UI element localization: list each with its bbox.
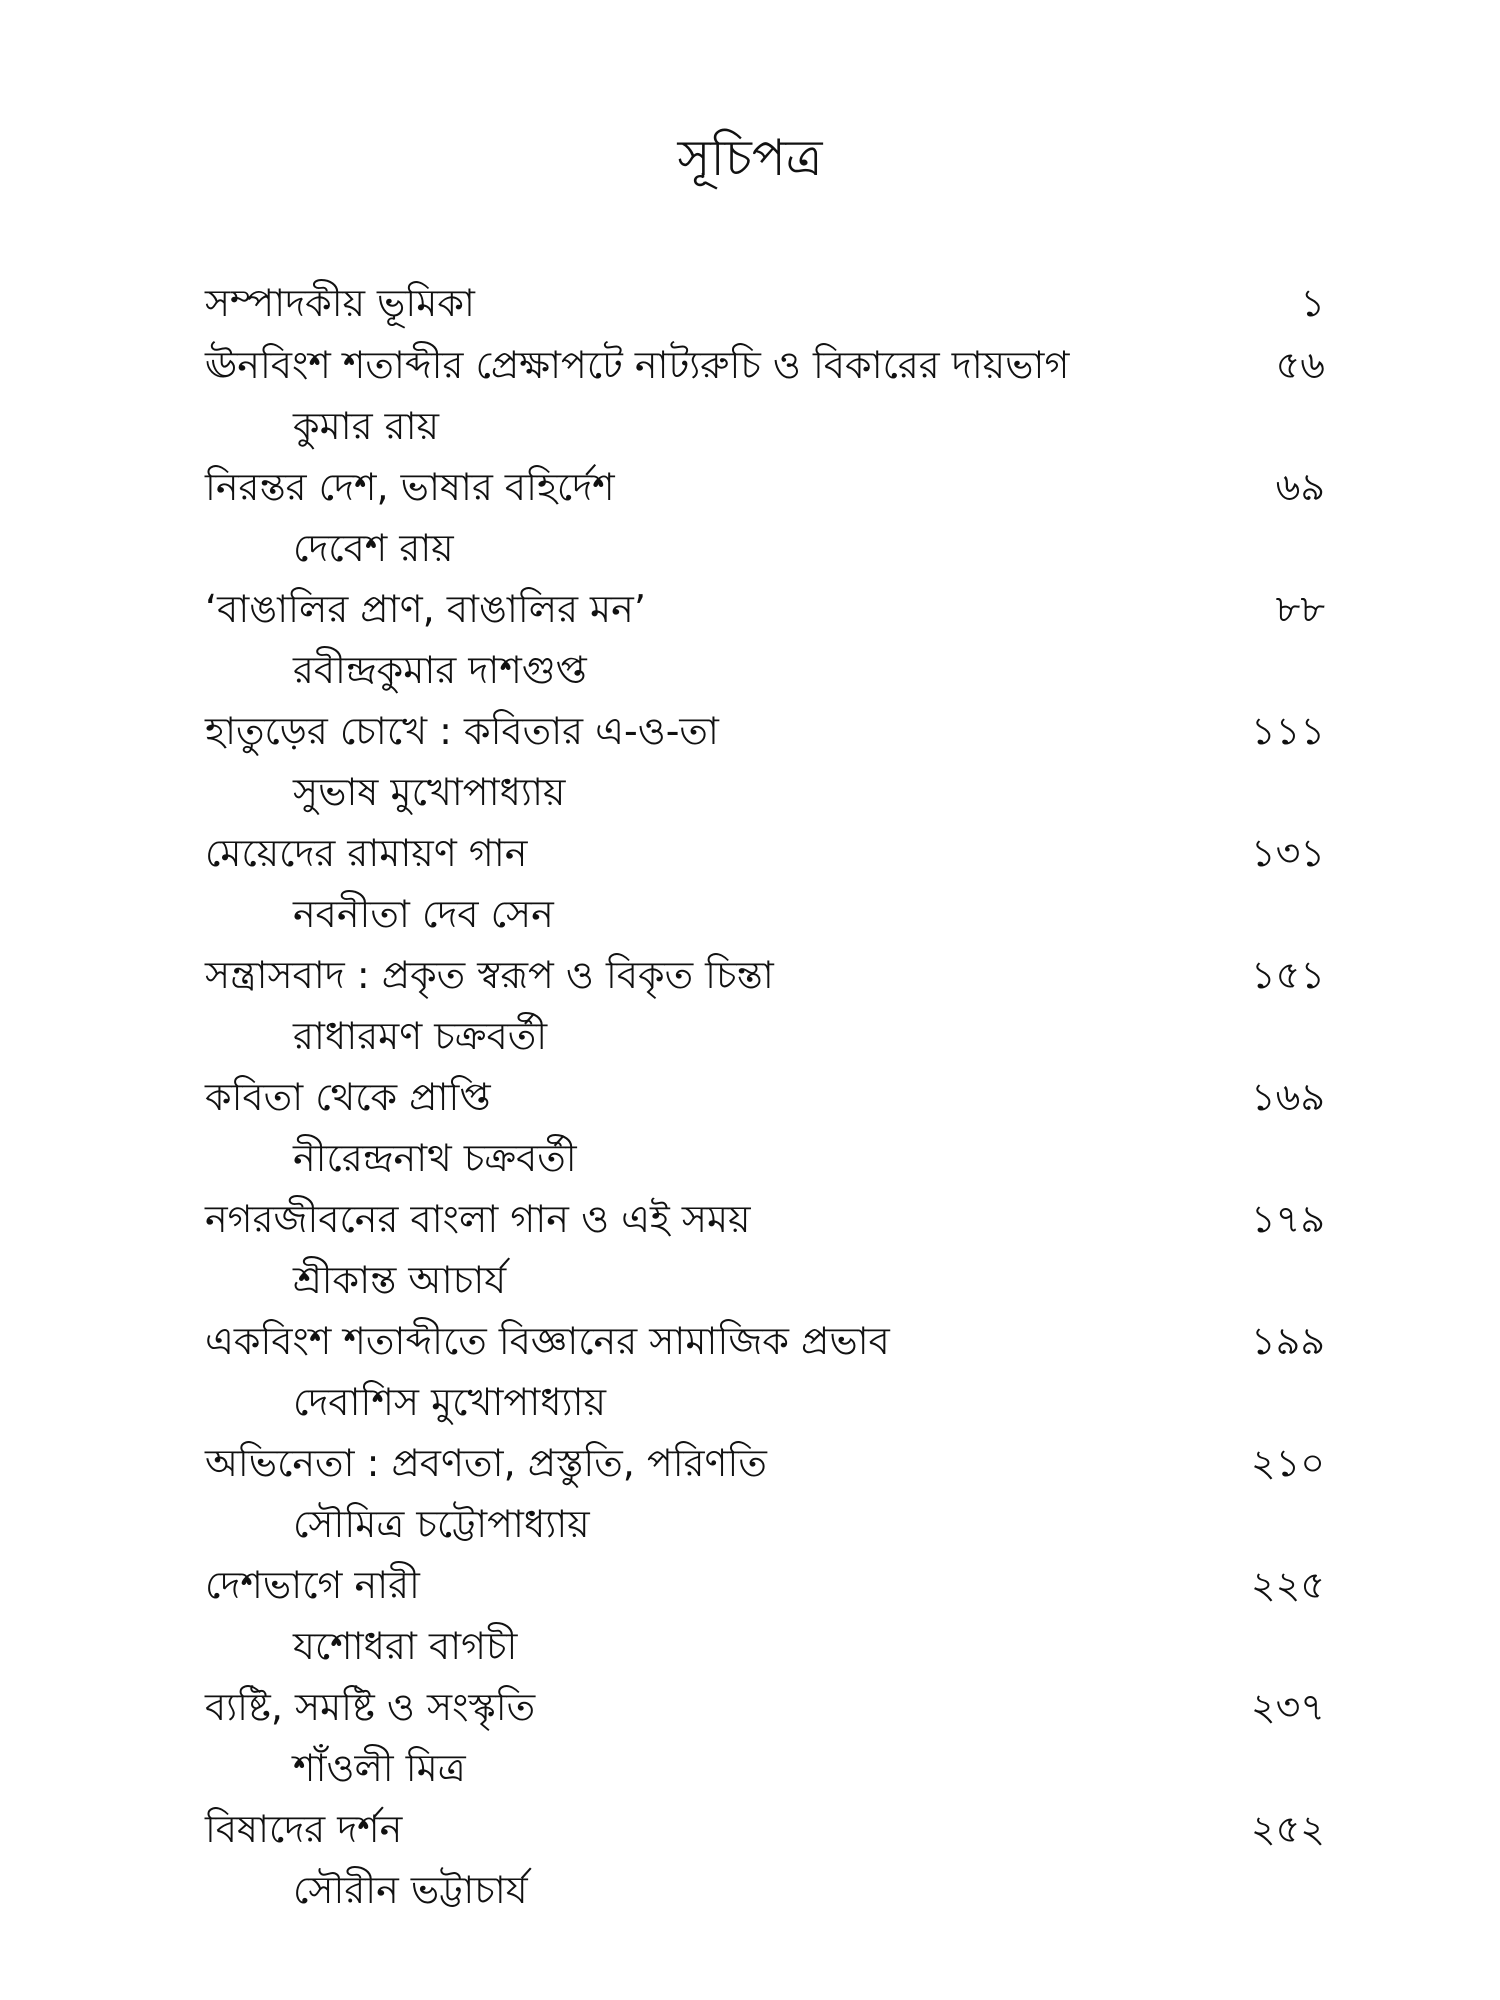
toc-entry [205, 1066, 1325, 1188]
table-of-contents [205, 272, 1325, 1920]
toc-entry [205, 334, 1325, 456]
toc-entry-page-number: ১৭৯ [1250, 1197, 1325, 1241]
toc-entry-title: হাতুড়ের চোখে : কবিতার এ-ও-তা [205, 709, 719, 753]
toc-entry-author: সুভাষ মুখোপাধ্যায় [293, 770, 566, 814]
toc-entry [205, 1676, 1325, 1798]
toc-entry [205, 456, 1325, 578]
toc-entry-page-number: ১ [1300, 281, 1325, 325]
toc-entry-title: একবিংশ শতাব্দীতে বিজ্ঞানের সামাজিক প্রভাব [205, 1319, 890, 1363]
toc-entry-title: ঊনবিংশ শতাব্দীর প্রেক্ষাপটে নাট্যরুচি ও বিকারের দায়ভাগ [205, 343, 1070, 387]
toc-entry [205, 1188, 1325, 1310]
toc-entry-title: সম্পাদকীয় ভূমিকা [205, 281, 475, 325]
toc-entry-title: নিরন্তর দেশ, ভাষার বহির্দেশ [205, 465, 615, 509]
toc-entry-author: সৌরীন ভট্টাচার্য [293, 1868, 528, 1912]
toc-entry-author: দেবাশিস মুখোপাধ্যায় [293, 1380, 606, 1424]
toc-entry-author: দেবেশ রায় [293, 526, 454, 570]
toc-entry-page-number: ২১০ [1250, 1441, 1325, 1485]
toc-entry-page-number: ১৫১ [1251, 953, 1325, 997]
toc-entry-title: সন্ত্রাসবাদ : প্রকৃত স্বরূপ ও বিকৃত চিন্তা [205, 953, 774, 997]
toc-entry-title: অভিনেতা : প্রবণতা, প্রস্তুতি, পরিণতি [205, 1441, 767, 1485]
toc-entry-page-number: ২৫২ [1250, 1807, 1325, 1851]
toc-entry-page-number: ৬৯ [1275, 465, 1325, 509]
toc-entry-author: যশোধরা বাগচী [293, 1624, 518, 1668]
toc-entry [205, 1310, 1325, 1432]
page-title: সূচিপত্র [677, 129, 823, 187]
toc-entry-page-number: ১৯৯ [1251, 1319, 1325, 1363]
toc-entry-page-number: ৮৮ [1275, 587, 1325, 631]
toc-entry-page-number: ১৬৯ [1250, 1075, 1325, 1119]
toc-entry [205, 1432, 1325, 1554]
toc-entry-title: ‘বাঙালির প্রাণ, বাঙালির মন’ [205, 587, 646, 631]
toc-entry-title: নগরজীবনের বাংলা গান ও এই সময় [205, 1197, 751, 1241]
toc-entry-page-number: ২২৫ [1250, 1563, 1325, 1607]
toc-entry-page-number: ৫৬ [1275, 343, 1325, 387]
toc-entry-author: সৌমিত্র চট্টোপাধ্যায় [293, 1502, 590, 1546]
toc-entry-title: দেশভাগে নারী [205, 1563, 420, 1607]
toc-entry [205, 272, 1325, 334]
toc-entry [205, 578, 1325, 700]
toc-entry-author: রাধারমণ চক্রবর্তী [293, 1014, 548, 1058]
toc-entry-title: বিষাদের দর্শন [205, 1807, 403, 1851]
toc-entry [205, 822, 1325, 944]
toc-entry-author: শ্রীকান্ত আচার্য [293, 1258, 507, 1302]
toc-entry-title: মেয়েদের রামায়ণ গান [205, 831, 528, 875]
toc-entry-page-number: ২৩৭ [1250, 1685, 1325, 1729]
toc-entry-author: রবীন্দ্রকুমার দাশগুপ্ত [293, 648, 587, 692]
toc-entry-title: ব্যষ্টি, সমষ্টি ও সংস্কৃতি [205, 1685, 536, 1729]
toc-entry [205, 1798, 1325, 1920]
toc-entry [205, 944, 1325, 1066]
toc-entry [205, 1554, 1325, 1676]
toc-entry-author: কুমার রায় [293, 404, 439, 448]
toc-entry-author: নবনীতা দেব সেন [293, 892, 554, 936]
toc-entry-page-number: ১৩১ [1250, 831, 1325, 875]
toc-entry [205, 700, 1325, 822]
toc-entry-title: কবিতা থেকে প্রাপ্তি [205, 1075, 491, 1119]
toc-entry-page-number: ১১১ [1251, 709, 1325, 753]
toc-entry-author: শাঁওলী মিত্র [293, 1746, 466, 1790]
toc-entry-author: নীরেন্দ্রনাথ চক্রবর্তী [293, 1136, 577, 1180]
